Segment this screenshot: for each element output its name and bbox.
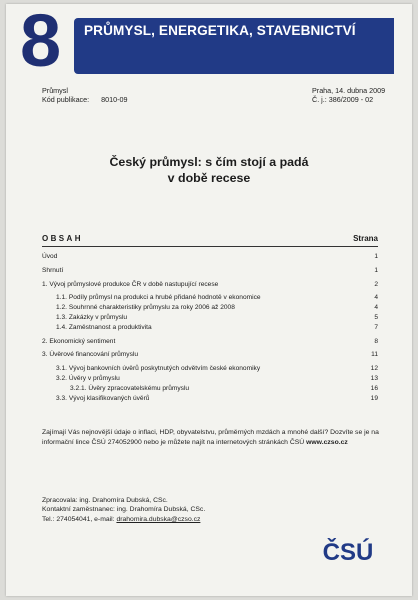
toc-page: 5 [374, 313, 378, 321]
document-title-line1: Český průmysl: s čím stojí a padá [109, 155, 309, 169]
toc-label: 1.1. Podíly průmysl na produkci a hrubé přidané hodnotě v ekonomice [56, 294, 261, 302]
contact-line [42, 515, 205, 524]
document-title-line2: v době recese [167, 171, 251, 185]
toc-label: Shrnutí [42, 266, 64, 274]
toc-label: 1.2. Souhrnné charakteristiky průmyslu za roky 2006 až 2008 [56, 304, 235, 312]
toc-divider [42, 246, 378, 247]
meta-category: Průmysl [42, 86, 68, 95]
toc-page: 11 [371, 351, 378, 359]
tel-text: Tel.: 274054041, e-mail: [42, 515, 115, 523]
footer-contacts [42, 496, 205, 524]
header-band-title: PRŮMYSL, ENERGETIKA, STAVEBNICTVÍ [84, 23, 356, 38]
info-note [42, 428, 382, 447]
csu-logo [316, 538, 380, 564]
toc-header [42, 234, 378, 243]
meta-left [42, 86, 128, 104]
toc-row[interactable] [42, 266, 378, 276]
info-note-text: Zajímají Vás nejnovější údaje o inflaci, HDP, obyvatelstvu, průměrných mzdách a mnohé další? Dozvíte se je na informační lince ČSÚ 274052900 nebo je můžete najít na internetových stránkách ČSÚ [42, 429, 379, 446]
toc-page: 19 [370, 394, 378, 402]
toc-heading: OBSAH [42, 234, 83, 243]
toc-row[interactable] [42, 313, 378, 323]
email-link[interactable]: drahomira.dubska@czso.cz [116, 515, 201, 523]
toc-page: 13 [370, 374, 378, 382]
toc-page: 16 [370, 384, 378, 392]
toc-label: 1.4. Zaměstnanost a produktivita [56, 323, 152, 331]
toc-page: 1 [374, 266, 378, 274]
toc-page: 12 [370, 365, 378, 373]
toc-label: 3. Úvěrové financování průmyslu [42, 351, 139, 359]
chapter-number: 8 [20, 0, 62, 82]
toc-row[interactable] [42, 337, 378, 347]
meta-code-row [42, 95, 128, 104]
toc-page: 4 [374, 294, 378, 302]
toc-label: 3.3. Vývoj klasifikovaných úvěrů [56, 394, 150, 402]
meta-code-value: 8010-09 [101, 95, 128, 104]
toc-row[interactable] [42, 374, 378, 384]
toc-page-heading: Strana [353, 234, 378, 243]
meta-ref: Č. j.: 386/2009 - 02 [312, 95, 374, 104]
toc-row[interactable] [42, 252, 378, 262]
meta-right [312, 86, 385, 104]
toc-row[interactable] [42, 303, 378, 313]
toc-row[interactable] [42, 364, 378, 374]
toc-page: 2 [374, 280, 378, 288]
csu-logo-text: ČSÚ [322, 539, 374, 564]
toc-row[interactable] [42, 350, 378, 360]
toc-row[interactable] [42, 293, 378, 303]
toc-page: 4 [374, 304, 378, 312]
toc-label: 2. Ekonomický sentiment [42, 337, 116, 345]
toc-row[interactable] [42, 280, 378, 290]
toc-label: 1.3. Zakázky v průmyslu [56, 313, 128, 321]
toc-label: 3.2. Úvěry v průmyslu [56, 374, 120, 382]
toc-page: 8 [374, 337, 378, 345]
table-of-contents [42, 252, 378, 403]
toc-row[interactable] [42, 394, 378, 404]
toc-row[interactable] [42, 323, 378, 333]
toc-page: 1 [374, 253, 378, 260]
toc-label: 3.2.1. Úvěry zpracovatelskému průmyslu [70, 384, 190, 392]
toc-label: 3.1. Vývoj bankovních úvěrů poskytnutých odvětvím české ekonomiky [56, 365, 261, 373]
document-title [0, 154, 418, 186]
header-band [74, 18, 394, 74]
toc-label: Úvod [42, 253, 58, 260]
meta-code-label: Kód publikace: [42, 95, 90, 104]
meta-place-date: Praha, 14. dubna 2009 [312, 86, 386, 95]
toc-page: 7 [374, 323, 378, 331]
contact-person: Kontaktní zaměstnanec: ing. Drahomíra Dubská, CSc. [42, 506, 206, 514]
website-link[interactable]: www.czso.cz [306, 438, 348, 446]
toc-row[interactable] [42, 384, 378, 394]
toc-label: 1. Vývoj průmyslové produkce ČR v době nastupující recese [42, 280, 219, 288]
prepared-by: Zpracovala: ing. Drahomíra Dubská, CSc. [42, 497, 168, 504]
